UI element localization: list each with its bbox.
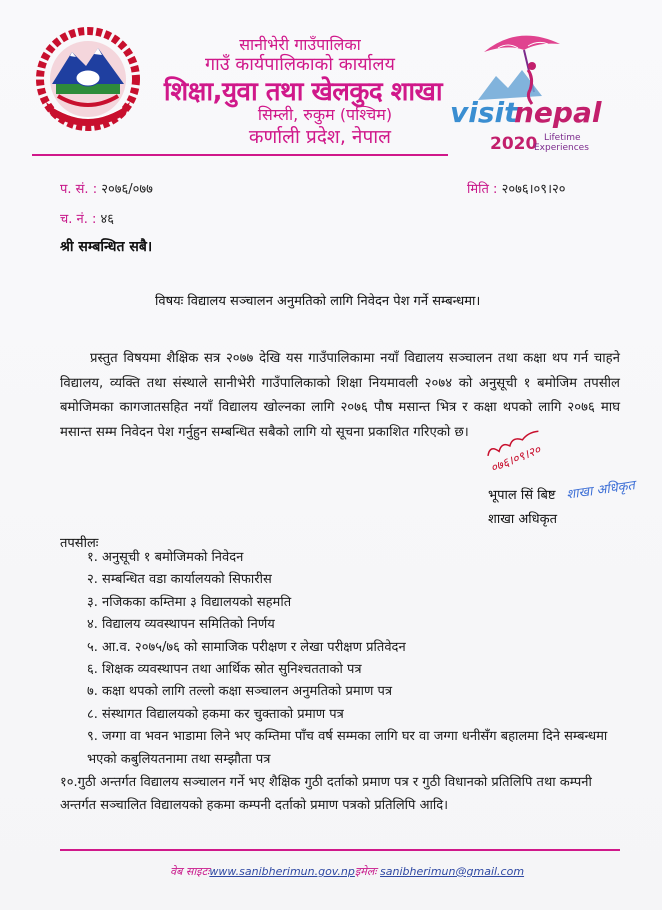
enclosures-list	[60, 547, 632, 817]
date-label: मिति :	[467, 182, 498, 197]
address-line-2: कर्णाली प्रदेश, नेपाल	[248, 126, 392, 148]
subject-line: विषयः विद्यालय सञ्चालन अनुमतिको लागि निवेदन पेश गर्ने सम्बन्धमा।	[155, 294, 481, 309]
handwritten-date: ०७६।०९।२०	[488, 442, 543, 476]
list-item: ३. नजिकका कम्तिमा ३ विद्यालयको सहमति	[87, 594, 292, 610]
footer-contact	[170, 864, 524, 879]
logo-tagline	[534, 133, 589, 153]
enclosures-heading: तपसीलः	[60, 536, 99, 551]
nepal-word: nepal	[514, 96, 602, 129]
ref-label: प. सं. :	[60, 182, 98, 197]
office-name: गाउँ कार्यपालिकाको कार्यालय	[205, 54, 395, 75]
municipality-name: सानीभेरी गाउँपालिका	[239, 35, 361, 54]
signatory-title: शाखा अधिकृत	[488, 512, 558, 527]
dispatch-value: ४६	[100, 212, 115, 227]
dispatch-number	[60, 209, 114, 227]
dispatch-label: च. नं. :	[60, 212, 97, 227]
date-value: २०७६।०९।२०	[501, 182, 566, 197]
header-divider	[32, 154, 448, 156]
visit-word: visit	[450, 96, 518, 129]
email-label: इमेलः	[354, 865, 377, 878]
letter-date	[467, 179, 566, 197]
recipient-line: श्री सम्बन्धित सबै।	[60, 239, 153, 255]
logo-tagline-line1: Lifetime	[544, 133, 581, 143]
visit-nepal-2020-logo	[450, 30, 610, 160]
reference-number	[60, 179, 153, 197]
list-item: १. अनुसूची १ बमोजिमको निवेदन	[87, 550, 244, 565]
list-item: २. सम्बन्धित वडा कार्यालयको सिफारीस	[87, 572, 272, 588]
branch-name: शिक्षा,युवा तथा खेलकुद शाखा	[163, 77, 443, 107]
list-item: ८. संस्थागत विद्यालयको हकमा कर चुक्ताको प्रमाण पत्र	[87, 706, 344, 722]
year-2020: 2020	[490, 134, 538, 154]
letter-body: प्रस्तुत विषयमा शैक्षिक सत्र २०७७ देखि यस गाउँपालिकामा नयाँ विद्यालय सञ्चालन तथा कक्षा थप गर्न चाहने विद्यालय, व्यक्ति तथा संस्थाले सानीभेरी गाउँपालिकाको शिक्षा नियमावली २०७४ को अनुसूची १ बमोजिम तपसील बमोजिमका कागजातसहित नयाँ विद्यालय खोल्नका लागि २०७६ पौष मसान्त भित्र र कक्षा थपको लागि २०७६ माघ मसान्त सम्म निवेदन पेश गर्नुहुन सम्बन्धित सबैको लागि यो सूचना प्रकाशित गरिएको छ।	[60, 351, 620, 440]
address-line-1: सिम्ली, रुकुम (पश्चिम)	[257, 105, 393, 124]
list-item: ५. आ.व. २०७५/७६ को सामाजिक परीक्षण र लेखा परीक्षण प्रतिवेदन	[87, 639, 406, 655]
website-link[interactable]: www.sanibherimun.gov.np	[209, 865, 355, 878]
list-item: ९. जग्गा वा भवन भाडामा लिने भए कम्तिमा पाँच वर्ष सम्मका लागि घर वा जग्गा धनीसँग बहालमा दिने सम्बन्धमा भएको कबुलियतनामा तथा सम्झौता पत्र	[87, 729, 608, 767]
footer-divider	[60, 849, 620, 851]
nepal-emblem-icon	[34, 24, 142, 136]
email-link[interactable]: sanibherimun@gmail.com	[380, 865, 525, 878]
officer-stamp: शाखा अधिकृत	[565, 478, 636, 503]
list-item: ६. शिक्षक व्यवस्थापन तथा आर्थिक स्रोत सुनिश्चतताको पत्र	[87, 662, 362, 678]
ref-value: २०७६/०७७	[101, 182, 153, 197]
list-item: ७. कक्षा थपको लागि तल्लो कक्षा सञ्चालन अनुमतिको प्रमाण पत्र	[87, 684, 393, 700]
list-item: १०.गुठी अन्तर्गत विद्यालय सञ्चालन गर्ने भए शैक्षिक गुठी दर्ताको प्रमाण पत्र र गुठी विधानको प्रतिलिपि तथा कम्पनी अन्तर्गत सञ्चालित विद्यालयको हकमा कम्पनी दर्ताको प्रमाण पत्रको प्रतिलिपि आदि।	[60, 775, 592, 814]
web-label: वेब साइटः	[170, 865, 210, 878]
logo-tagline-line2: Experiences	[534, 143, 589, 153]
signatory-name: भूपाल सिं बिष्ट	[488, 488, 556, 503]
list-item: ४. विद्यालय व्यवस्थापन समितिको निर्णय	[87, 617, 275, 633]
